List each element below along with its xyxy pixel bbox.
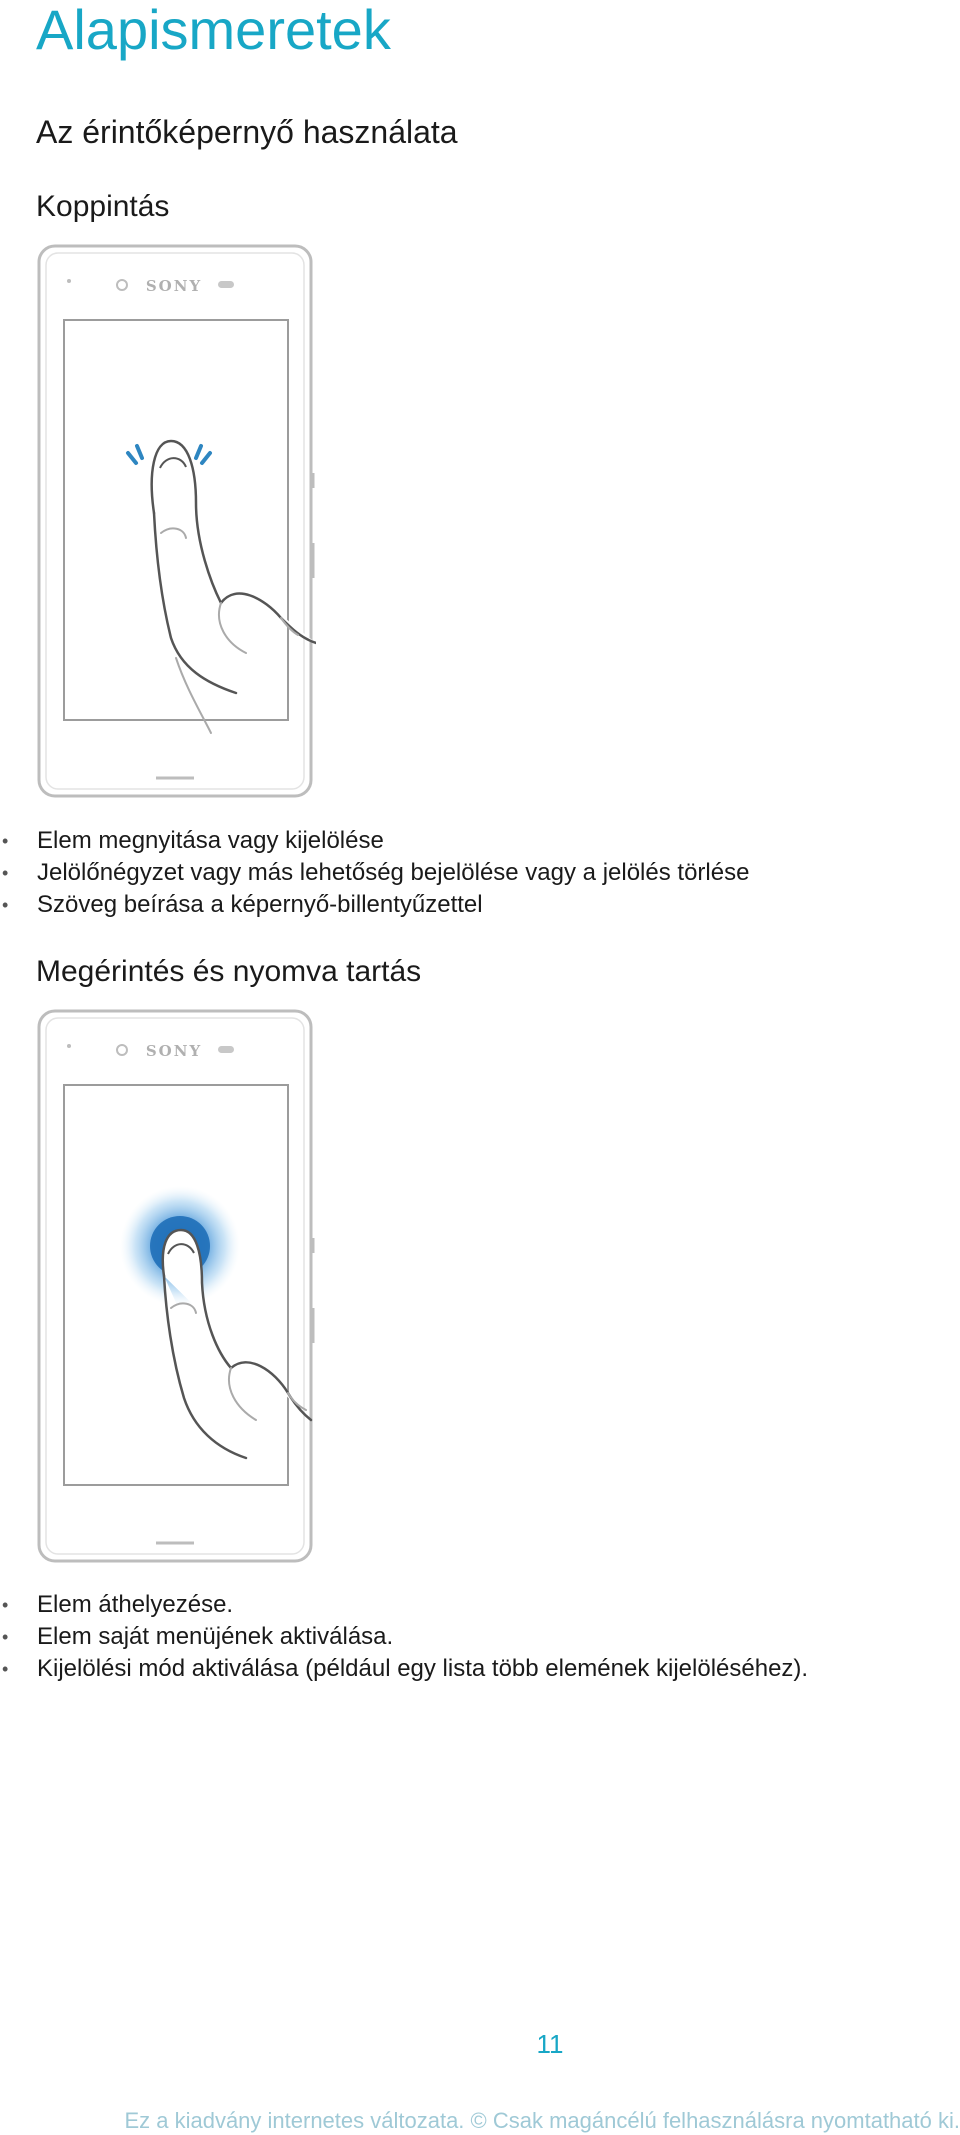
list-item: • Szöveg beírása a képernyő-billentyűzettel <box>0 889 930 921</box>
bullet-icon: • <box>2 1627 9 1647</box>
finger-icon <box>152 441 316 693</box>
list-item: • Elem saját menüjének aktiválása. <box>0 1621 930 1653</box>
page-number: 11 <box>536 2029 564 2059</box>
footer-note: Ez a kiadvány internetes változata. © Csak magáncélú felhasználásra nyomtatható ki. <box>124 2108 960 2133</box>
touch-hold-bullet-list <box>0 1589 930 1685</box>
list-item: • Kijelölési mód aktiválása (például egy lista több elemének kijelöléséhez). <box>0 1653 930 1685</box>
bullet-icon: • <box>2 863 9 883</box>
touch-hold-illustration <box>36 1008 316 1568</box>
touch-hold-subtitle: Megérintés és nyomva tartás <box>36 955 422 988</box>
tap-illustration <box>36 243 316 803</box>
tap-subtitle: Koppintás <box>36 190 170 223</box>
section-title: Az érintőképernyő használata <box>36 114 458 150</box>
list-item: • Jelölőnégyzet vagy más lehetőség bejelölése vagy a jelölés törlése <box>0 857 930 889</box>
phone-brand: SONY <box>145 1042 203 1060</box>
list-item: • Elem megnyitása vagy kijelölése <box>0 825 930 857</box>
list-item: • Elem áthelyezése. <box>0 1589 930 1621</box>
tap-bullet-list <box>0 825 930 921</box>
bullet-icon: • <box>2 1595 9 1615</box>
chapter-title: Alapismeretek <box>36 0 391 61</box>
bullet-icon: • <box>2 1659 9 1679</box>
bullet-icon: • <box>2 895 9 915</box>
phone-brand: SONY <box>145 277 203 295</box>
bullet-icon: • <box>2 831 9 851</box>
